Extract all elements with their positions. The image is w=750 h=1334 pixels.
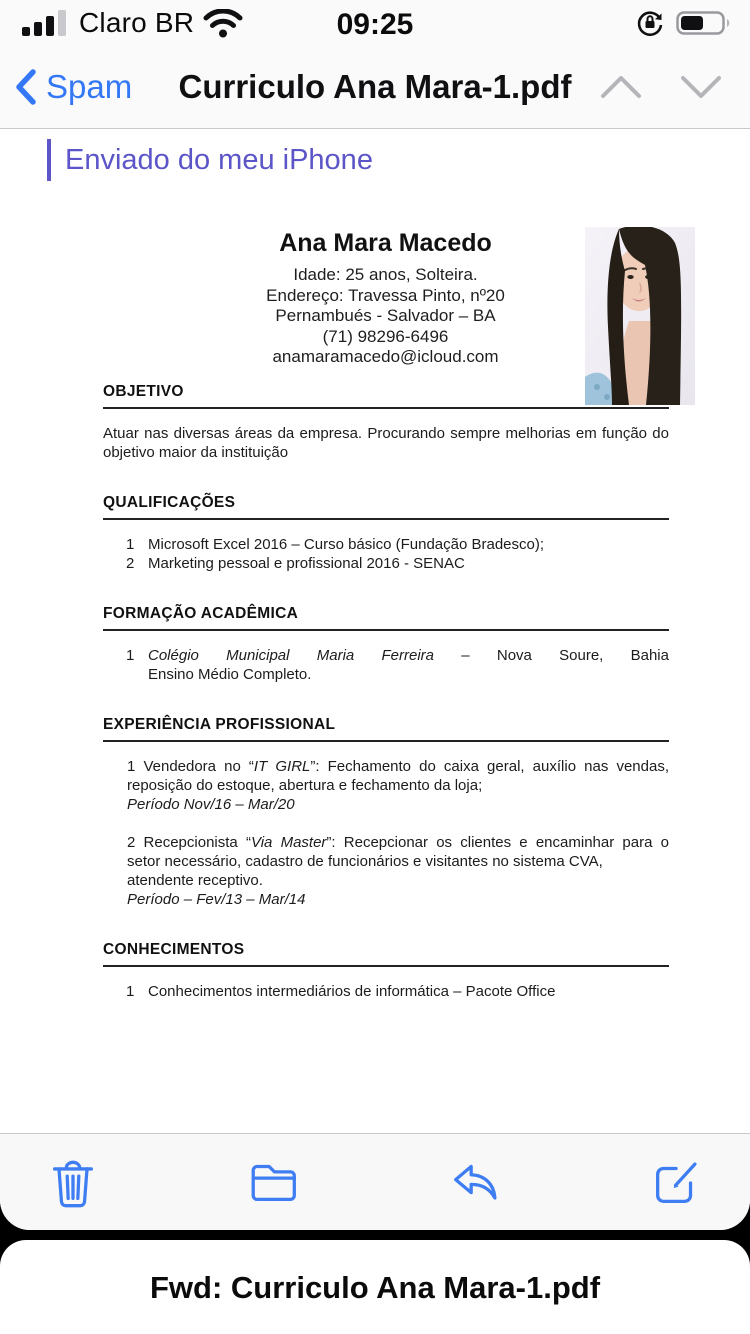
carrier-label: Claro BR bbox=[79, 7, 195, 38]
compose-icon bbox=[648, 1153, 706, 1211]
orientation-lock-icon bbox=[634, 7, 666, 39]
attachment-title: Curriculo Ana Mara-1.pdf bbox=[178, 68, 572, 105]
signature-text: Enviado do meu iPhone bbox=[65, 143, 373, 176]
compose-button[interactable] bbox=[646, 1151, 708, 1213]
previous-message-button[interactable] bbox=[598, 70, 644, 104]
section-qualificacoes bbox=[103, 494, 669, 573]
contact-line: Idade: 25 anos, Solteira. bbox=[293, 265, 478, 284]
reply-icon bbox=[447, 1153, 505, 1211]
section-formacao bbox=[103, 605, 669, 684]
section-heading: QUALIFICAÇÕES bbox=[103, 494, 669, 520]
status-right-cluster bbox=[634, 7, 734, 39]
degree-line: Ensino Médio Completo. bbox=[148, 666, 312, 683]
message-body bbox=[0, 129, 750, 1133]
section-conhecimentos bbox=[103, 941, 669, 1001]
section-experiencia bbox=[103, 716, 669, 909]
mail-toolbar bbox=[0, 1133, 750, 1230]
contact-line: Endereço: Travessa Pinto, nº20 bbox=[266, 285, 505, 305]
battery-icon bbox=[676, 9, 734, 37]
back-button-label: Spam bbox=[46, 68, 133, 105]
school-line: Colégio Municipal Maria Ferreira – Nova Soure, Bahia bbox=[148, 647, 669, 664]
delete-button[interactable] bbox=[42, 1151, 104, 1213]
clock: 09:25 bbox=[336, 8, 414, 41]
chevron-down-icon bbox=[678, 72, 724, 102]
trash-icon bbox=[44, 1153, 102, 1211]
quote-bar bbox=[47, 139, 51, 181]
quoted-signature bbox=[47, 139, 750, 181]
reply-button[interactable] bbox=[445, 1151, 507, 1213]
job-entry: 2 Recepcionista “Via Master”: Recepcionar os clientes e encaminhar para o setor necessário, cadastro de funcionários e visitantes no sistema CVA, atendente receptivo. Período – Fev/13 – Mar/14 bbox=[127, 834, 669, 908]
resume-header bbox=[103, 229, 668, 368]
job-entry: 1 Vendedora no “IT GIRL”: Fechamento do caixa geral, auxílio nas vendas, reposição do estoque, abertura e fechamento da loja; Período Nov/16 – Mar/20 bbox=[127, 758, 669, 813]
job-period: Período – Fev/13 – Mar/14 bbox=[127, 891, 306, 908]
resume-sections bbox=[103, 383, 669, 1001]
folder-icon bbox=[245, 1153, 303, 1211]
section-heading: OBJETIVO bbox=[103, 383, 669, 409]
contact-line: (71) 98296-6496 bbox=[322, 326, 449, 346]
section-heading: FORMAÇÃO ACADÊMICA bbox=[103, 605, 669, 631]
move-to-folder-button[interactable] bbox=[243, 1151, 305, 1213]
objetivo-text: Atuar nas diversas áreas da empresa. Procurando sempre melhorias em função do objetivo maior da instituição bbox=[103, 425, 669, 461]
resume-contact bbox=[103, 265, 668, 368]
contact-line: Pernambués - Salvador – BA bbox=[275, 306, 496, 325]
message-navigation bbox=[598, 46, 724, 128]
portrait-photo bbox=[585, 227, 695, 405]
chevron-up-icon bbox=[598, 72, 644, 102]
contact-line: anamaramacedo@icloud.com bbox=[272, 347, 499, 366]
next-message-button[interactable] bbox=[678, 70, 724, 104]
email-message-card[interactable] bbox=[0, 1240, 750, 1334]
section-heading: EXPERIÊNCIA PROFISSIONAL bbox=[103, 716, 669, 742]
list-item: 1 Conhecimentos intermediários de informática – Pacote Office bbox=[126, 983, 556, 1000]
list-item: 1 Colégio Municipal Maria Ferreira – Nova Soure, Bahia bbox=[126, 647, 669, 664]
section-objetivo bbox=[103, 383, 669, 462]
list-item: 2 Marketing pessoal e profissional 2016 - SENAC bbox=[126, 555, 465, 572]
email-subject: Fwd: Curriculo Ana Mara-1.pdf bbox=[149, 1270, 601, 1305]
nav-bar bbox=[0, 46, 750, 129]
section-heading: CONHECIMENTOS bbox=[103, 941, 669, 967]
status-bar bbox=[0, 0, 750, 46]
list-item: 1 Microsoft Excel 2016 – Curso básico (Fundação Bradesco); bbox=[126, 536, 545, 553]
job-period: Período Nov/16 – Mar/20 bbox=[127, 796, 295, 813]
resume-name: Ana Mara Macedo bbox=[279, 229, 492, 257]
